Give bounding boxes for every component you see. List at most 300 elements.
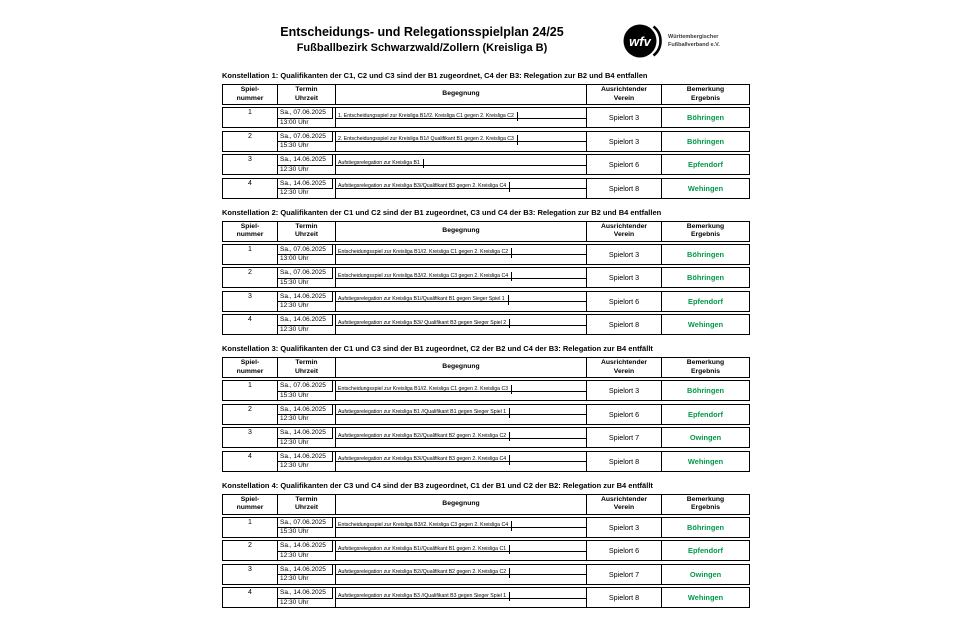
cell-termin <box>278 565 336 584</box>
match-date: Sa., 14.06.2025 <box>278 565 333 576</box>
cell-ausrichtender-verein <box>587 268 662 287</box>
table-row <box>222 427 750 448</box>
header-cell-termin <box>278 495 336 514</box>
match-date: Sa., 14.06.2025 <box>278 315 333 326</box>
match-description: Entscheidungsspiel zur Kreisliga B1//2. Kreisliga C1 gegen 2. Kreisliga C2 <box>336 248 512 258</box>
header-cell-spielnummer <box>223 495 278 514</box>
venue: Spielort 6 <box>608 296 640 306</box>
begegnung-empty <box>336 575 586 584</box>
begegnung-empty <box>336 189 586 198</box>
spiel-nummer: 2 <box>248 132 252 140</box>
remark-location: Wehingen <box>687 456 724 466</box>
venue: Spielort 6 <box>608 160 640 169</box>
match-date: Sa., 07.06.2025 <box>278 132 333 143</box>
cell-spielnummer <box>223 315 278 334</box>
header-label: Bemerkung <box>686 495 725 503</box>
section-heading: Konstellation 1: Qualifikanten der C1, C2 und C3 sind der B1 zugeordnet, C4 der B3: Relegation zur B2 und B4 entfallen <box>222 71 648 80</box>
cell-bemerkung-ergebnis <box>662 541 749 560</box>
match-date: Sa., 14.06.2025 <box>278 541 333 552</box>
konstellation-section <box>222 481 750 609</box>
cell-begegnung <box>336 108 587 127</box>
table-header-row <box>222 84 750 105</box>
section-heading: Konstellation 3: Qualifikanten der C1 und C3 sind der B1 zugeordnet, C2 der B2 und C4 der B3: Relegation zur B4 entfällt <box>222 344 653 353</box>
match-date: Sa., 07.06.2025 <box>278 268 333 279</box>
cell-begegnung <box>336 452 587 471</box>
header-label: Ausrichtender <box>600 495 648 503</box>
spiel-nummer: 2 <box>248 542 252 549</box>
table-row <box>222 154 750 175</box>
cell-ausrichtender-verein <box>587 245 662 264</box>
header-label: Spiel- <box>240 222 260 230</box>
venue: Spielort 6 <box>608 409 640 419</box>
cell-termin <box>278 292 336 311</box>
spiel-nummer: 4 <box>248 589 252 596</box>
header-label: nummer <box>236 504 264 511</box>
match-time: 12:30 Uhr <box>280 165 309 173</box>
remark-location: Böhringen <box>687 522 724 532</box>
header-label: Uhrzeit <box>294 504 319 511</box>
remark-location: Epfendorf <box>688 296 723 306</box>
cell-termin <box>278 132 336 151</box>
begegnung-top <box>336 565 586 576</box>
spiel-nummer: 4 <box>248 316 252 323</box>
cell-ausrichtender-verein <box>587 405 662 424</box>
header-label: Verein <box>613 504 635 511</box>
header-label: Bemerkung <box>686 359 725 366</box>
venue: Spielort 3 <box>608 113 640 122</box>
table-row <box>222 517 750 538</box>
cell-begegnung <box>336 245 587 264</box>
header-cell-termin <box>278 358 336 377</box>
wfv-monogram: wfv <box>629 34 651 49</box>
match-time: 13:00 Uhr <box>280 118 309 126</box>
cell-begegnung <box>336 179 587 198</box>
logo-org-name <box>668 33 720 50</box>
table-body <box>222 244 750 336</box>
header-label: Ausrichtender <box>600 86 648 93</box>
cell-ausrichtender-verein <box>587 179 662 198</box>
begegnung-top <box>336 452 586 463</box>
cell-ausrichtender-verein <box>587 518 662 537</box>
match-description: Aufstiegsrelegation zur Kreisliga B3//Qualifikant B3 gegen 2. Kreisliga C4 <box>336 455 510 465</box>
match-description: Entscheidungsspiel zur Kreisliga B1//2. Kreisliga C1 gegen 2. Kreisliga C3 <box>336 385 512 395</box>
venue: Spielort 3 <box>608 249 640 259</box>
cell-begegnung <box>336 155 587 174</box>
cell-bemerkung-ergebnis <box>662 108 749 127</box>
cell-ausrichtender-verein <box>587 588 662 607</box>
begegnung-top <box>336 245 586 256</box>
header-cell-spielnummer <box>223 85 278 104</box>
begegnung-top <box>336 428 586 439</box>
venue: Spielort 8 <box>608 456 640 466</box>
cell-bemerkung-ergebnis <box>662 452 749 471</box>
remark-location: Owingen <box>689 569 722 579</box>
header-label: Begegnung <box>442 226 480 234</box>
header-label: Uhrzeit <box>294 367 319 375</box>
cell-ausrichtender-verein <box>587 132 662 151</box>
header-cell-termin <box>278 85 336 104</box>
remark-location: Böhringen <box>687 249 724 259</box>
konstellation-section <box>222 344 750 472</box>
begegnung-empty <box>336 326 586 335</box>
match-date: Sa., 07.06.2025 <box>278 108 333 119</box>
cell-spielnummer <box>223 428 278 447</box>
cell-bemerkung-ergebnis <box>662 428 749 447</box>
header-cell-begegnung <box>336 358 587 377</box>
header-cell-ausrichtender-verein <box>587 222 662 241</box>
begegnung-empty <box>336 255 586 264</box>
begegnung-empty <box>336 119 586 128</box>
cell-ausrichtender-verein <box>587 541 662 560</box>
page-title: Entscheidungs- und Relegationsspielplan 24/25 <box>280 25 564 39</box>
remark-location: Wehingen <box>687 183 724 193</box>
match-time: 12:30 Uhr <box>280 438 309 446</box>
header-label: Ergebnis <box>690 94 721 102</box>
venue: Spielort 7 <box>608 569 640 579</box>
begegnung-top <box>336 132 586 143</box>
cell-ausrichtender-verein <box>587 452 662 471</box>
table-body <box>222 107 750 199</box>
match-time: 15:30 Uhr <box>280 528 309 535</box>
cell-termin <box>278 588 336 607</box>
begegnung-empty <box>336 528 586 537</box>
cell-bemerkung-ergebnis <box>662 268 749 287</box>
begegnung-top <box>336 179 586 190</box>
begegnung-top <box>336 315 586 326</box>
cell-begegnung <box>336 315 587 334</box>
cell-termin <box>278 179 336 198</box>
header-label: Spiel- <box>240 86 260 93</box>
header-label: Spiel- <box>240 495 260 503</box>
match-date: Sa., 14.06.2025 <box>278 588 333 599</box>
header-cell-ausrichtender-verein <box>587 495 662 514</box>
table-row <box>222 451 750 472</box>
match-date: Sa., 07.06.2025 <box>278 518 333 529</box>
match-time: 15:30 Uhr <box>280 278 309 286</box>
remark-location: Böhringen <box>687 386 724 395</box>
match-date: Sa., 14.06.2025 <box>278 292 333 303</box>
logo-org-line2: Fußballverband e.V. <box>668 42 720 48</box>
cell-ausrichtender-verein <box>587 565 662 584</box>
cell-termin <box>278 108 336 127</box>
cell-bemerkung-ergebnis <box>662 315 749 334</box>
cell-ausrichtender-verein <box>587 108 662 127</box>
header-label: Bemerkung <box>686 222 725 230</box>
header-label: Termin <box>295 222 318 230</box>
table-row <box>222 564 750 585</box>
match-time: 12:30 Uhr <box>280 575 309 582</box>
cell-spielnummer <box>223 565 278 584</box>
cell-bemerkung-ergebnis <box>662 179 749 198</box>
cell-ausrichtender-verein <box>587 428 662 447</box>
konstellation-section <box>222 71 750 199</box>
match-date: Sa., 14.06.2025 <box>278 179 333 190</box>
cell-spielnummer <box>223 518 278 537</box>
cell-begegnung <box>336 292 587 311</box>
header-cell-spielnummer <box>223 358 278 377</box>
remark-location: Böhringen <box>687 113 724 122</box>
cell-begegnung <box>336 588 587 607</box>
venue: Spielort 8 <box>608 593 640 602</box>
cell-bemerkung-ergebnis <box>662 518 749 537</box>
begegnung-top <box>336 405 586 416</box>
cell-spielnummer <box>223 268 278 287</box>
header-cell-begegnung <box>336 222 587 241</box>
spiel-nummer: 1 <box>248 245 252 253</box>
remark-location: Epfendorf <box>688 160 723 169</box>
venue: Spielort 8 <box>608 320 640 329</box>
begegnung-top <box>336 588 586 599</box>
header-cell-ausrichtender-verein <box>587 85 662 104</box>
match-description: Entscheidungsspiel zur Kreisliga B3//2. Kreisliga C3 gegen 2. Kreisliga C4 <box>336 272 512 282</box>
cell-termin <box>278 381 336 400</box>
match-description: Aufstiegsrelegation zur Kreisliga B1 //Qualifikant B1 gegen Sieger Spiel 1 <box>336 408 510 418</box>
table-row <box>222 107 750 128</box>
header-cell-ausrichtender-verein <box>587 358 662 377</box>
header-cell-begegnung <box>336 495 587 514</box>
spiel-nummer: 3 <box>248 565 252 573</box>
match-description: Aufstiegsrelegation zur Kreisliga B1//Qualifikant B1 gegen Sieger Spiel 1 <box>336 295 509 305</box>
remark-location: Owingen <box>689 433 722 442</box>
cell-ausrichtender-verein <box>587 292 662 311</box>
begegnung-top <box>336 108 586 119</box>
begegnung-empty <box>336 415 586 424</box>
table-header-row <box>222 494 750 515</box>
table-body <box>222 380 750 472</box>
header-label: Ausrichtender <box>600 359 648 366</box>
header-label: Spiel- <box>240 359 260 366</box>
header-label: Ausrichtender <box>600 222 648 230</box>
match-description: Aufstiegsrelegation zur Kreisliga B1//Qualifikant B1 gegen 2. Kreisliga C1 <box>336 545 510 555</box>
section-heading: Konstellation 2: Qualifikanten der C1 und C2 sind der B1 zugeordnet, C3 und C4 der B3: Relegation zur B2 und B4 entfallen <box>222 207 662 217</box>
match-time: 15:30 Uhr <box>280 391 309 399</box>
spiel-nummer: 1 <box>248 518 252 526</box>
page-subtitle: Fußballbezirk Schwarzwald/Zollern (Kreisliga B) <box>296 41 548 54</box>
match-date: Sa., 14.06.2025 <box>278 405 333 416</box>
begegnung-top <box>336 518 586 529</box>
cell-termin <box>278 452 336 471</box>
match-time: 12:30 Uhr <box>280 325 309 333</box>
match-time: 13:00 Uhr <box>280 255 309 262</box>
konstellation-section <box>222 208 750 336</box>
header-cell-bemerkung <box>662 495 749 514</box>
cell-spielnummer <box>223 588 278 607</box>
venue: Spielort 3 <box>608 386 640 395</box>
cell-spielnummer <box>223 405 278 424</box>
table-row <box>222 587 750 608</box>
header-label: Uhrzeit <box>294 94 319 102</box>
document-header <box>222 18 750 62</box>
cell-bemerkung-ergebnis <box>662 405 749 424</box>
table-header-row <box>222 221 750 242</box>
match-date: Sa., 07.06.2025 <box>278 381 333 392</box>
match-description: Aufstiegsrelegation zur Kreisliga B2//Qualifikant B2 gegen 2. Kreisliga C2 <box>336 432 510 442</box>
begegnung-top <box>336 268 586 279</box>
header-label: Verein <box>613 367 635 375</box>
header-label: Begegnung <box>442 363 480 371</box>
match-date: Sa., 14.06.2025 <box>278 428 333 439</box>
match-date: Sa., 14.06.2025 <box>278 452 333 463</box>
remark-location: Epfendorf <box>688 546 723 555</box>
begegnung-empty <box>336 552 586 561</box>
cell-bemerkung-ergebnis <box>662 588 749 607</box>
cell-termin <box>278 428 336 447</box>
match-description: 1. Entscheidungsspiel zur Kreisliga B1//2. Kreisliga C1 gegen 2. Kreisliga C2 <box>336 112 518 122</box>
header-label: Termin <box>295 359 318 366</box>
table-row <box>222 131 750 152</box>
table-row <box>222 404 750 425</box>
header-label: Begegnung <box>442 499 480 507</box>
cell-bemerkung-ergebnis <box>662 132 749 151</box>
table-row <box>222 540 750 561</box>
cell-begegnung <box>336 268 587 287</box>
begegnung-top <box>336 155 586 166</box>
spiel-nummer: 4 <box>248 452 252 460</box>
cell-spielnummer <box>223 155 278 174</box>
spiel-nummer: 3 <box>248 292 252 300</box>
venue: Spielort 3 <box>608 522 640 532</box>
header-label: Uhrzeit <box>294 231 319 238</box>
venue: Spielort 7 <box>608 433 640 442</box>
remark-location: Epfendorf <box>688 409 723 419</box>
wfv-logo <box>622 18 750 62</box>
cell-begegnung <box>336 132 587 151</box>
cell-bemerkung-ergebnis <box>662 155 749 174</box>
match-time: 15:30 Uhr <box>280 142 309 149</box>
header-cell-begegnung <box>336 85 587 104</box>
begegnung-empty <box>336 439 586 448</box>
cell-termin <box>278 268 336 287</box>
cell-bemerkung-ergebnis <box>662 292 749 311</box>
spiel-nummer: 4 <box>248 179 252 187</box>
title-block <box>222 18 622 56</box>
header-cell-bemerkung <box>662 358 749 377</box>
match-description: Aufstiegsrelegation zur Kreisliga B1 <box>336 159 424 169</box>
remark-location: Böhringen <box>687 273 724 282</box>
match-description: Entscheidungsspiel zur Kreisliga B3//2. Kreisliga C3 gegen 2. Kreisliga C4 <box>336 521 512 531</box>
venue: Spielort 3 <box>608 136 640 146</box>
header-cell-bemerkung <box>662 85 749 104</box>
match-description: Aufstiegsrelegation zur Kreisliga B3// Qualifikant B3 gegen Sieger Spiel 2 <box>336 319 510 329</box>
logo-org-line1: Württembergischer <box>668 33 719 40</box>
cell-begegnung <box>336 405 587 424</box>
begegnung-top <box>336 292 586 303</box>
header-label: Ergebnis <box>690 231 721 238</box>
header-label: Bemerkung <box>686 86 725 93</box>
cell-spielnummer <box>223 132 278 151</box>
cell-bemerkung-ergebnis <box>662 381 749 400</box>
match-date: Sa., 14.06.2025 <box>278 155 333 166</box>
section-heading: Konstellation 4: Qualifikanten der C3 und C4 sind der B3 zugeordnet, C1 der B1 und C2 der B2: Relegation zur B4 entfällt <box>222 480 653 490</box>
cell-spielnummer <box>223 179 278 198</box>
header-label: Termin <box>295 86 318 93</box>
header-label: Ergebnis <box>690 367 721 375</box>
venue: Spielort 6 <box>608 546 640 555</box>
cell-spielnummer <box>223 292 278 311</box>
table-row <box>222 178 750 199</box>
match-time: 12:30 Uhr <box>280 302 309 309</box>
cell-spielnummer <box>223 541 278 560</box>
table-row <box>222 380 750 401</box>
venue: Spielort 8 <box>608 183 640 193</box>
match-time: 12:30 Uhr <box>280 462 309 469</box>
spiel-nummer: 1 <box>248 109 252 116</box>
header-label: Termin <box>295 495 318 503</box>
cell-ausrichtender-verein <box>587 381 662 400</box>
header-cell-bemerkung <box>662 222 749 241</box>
cell-termin <box>278 541 336 560</box>
spiel-nummer: 3 <box>248 429 252 436</box>
header-label: Verein <box>613 231 635 238</box>
header-label: Verein <box>613 94 635 102</box>
match-date: Sa., 07.06.2025 <box>278 245 333 256</box>
match-description: Aufstiegsrelegation zur Kreisliga B2//Qualifikant B2 gegen 2. Kreisliga C2 <box>336 568 510 578</box>
cell-spielnummer <box>223 452 278 471</box>
cell-termin <box>278 405 336 424</box>
begegnung-empty <box>336 142 586 151</box>
begegnung-empty <box>336 392 586 401</box>
cell-termin <box>278 245 336 264</box>
match-time: 12:30 Uhr <box>280 551 309 559</box>
begegnung-top <box>336 381 586 392</box>
begegnung-empty <box>336 302 586 311</box>
cell-spielnummer <box>223 381 278 400</box>
header-label: Begegnung <box>442 90 480 98</box>
match-time: 12:30 Uhr <box>280 598 309 606</box>
match-description: 2. Entscheidungsspiel zur Kreisliga B1// Qualifikant B1 gegen 2. Kreisliga C3 <box>336 135 518 145</box>
table-header-row <box>222 357 750 378</box>
sections-container <box>222 71 750 608</box>
table-row <box>222 244 750 265</box>
cell-spielnummer <box>223 108 278 127</box>
header-cell-spielnummer <box>223 222 278 241</box>
header-label: nummer <box>236 231 264 238</box>
remark-location: Böhringen <box>687 136 724 146</box>
spiel-nummer: 2 <box>248 269 252 276</box>
match-time: 12:30 Uhr <box>280 415 309 422</box>
remark-location: Wehingen <box>687 593 724 602</box>
match-description: Aufstiegsrelegation zur Kreisliga B3 //Qualifikant B3 gegen Sieger Spiel 1 <box>336 592 510 602</box>
spiel-nummer: 2 <box>248 405 252 413</box>
remark-location: Wehingen <box>687 320 724 329</box>
cell-spielnummer <box>223 245 278 264</box>
header-label: nummer <box>236 367 264 375</box>
header-cell-termin <box>278 222 336 241</box>
cell-ausrichtender-verein <box>587 155 662 174</box>
cell-bemerkung-ergebnis <box>662 245 749 264</box>
cell-termin <box>278 518 336 537</box>
cell-termin <box>278 155 336 174</box>
table-row <box>222 291 750 312</box>
begegnung-empty <box>336 279 586 288</box>
begegnung-empty <box>336 462 586 471</box>
wfv-logo-icon <box>622 20 664 62</box>
begegnung-top <box>336 541 586 552</box>
cell-begegnung <box>336 565 587 584</box>
header-label: Ergebnis <box>690 504 721 511</box>
table-body <box>222 517 750 609</box>
table-row <box>222 267 750 288</box>
match-time: 12:30 Uhr <box>280 189 309 196</box>
spiel-nummer: 3 <box>248 156 252 163</box>
spiel-nummer: 1 <box>248 382 252 389</box>
match-description: Aufstiegsrelegation zur Kreisliga B3//Qualifikant B3 gegen 2. Kreisliga C4 <box>336 182 510 192</box>
cell-bemerkung-ergebnis <box>662 565 749 584</box>
venue: Spielort 3 <box>608 273 640 282</box>
cell-begegnung <box>336 428 587 447</box>
cell-begegnung <box>336 541 587 560</box>
begegnung-empty <box>336 599 586 608</box>
